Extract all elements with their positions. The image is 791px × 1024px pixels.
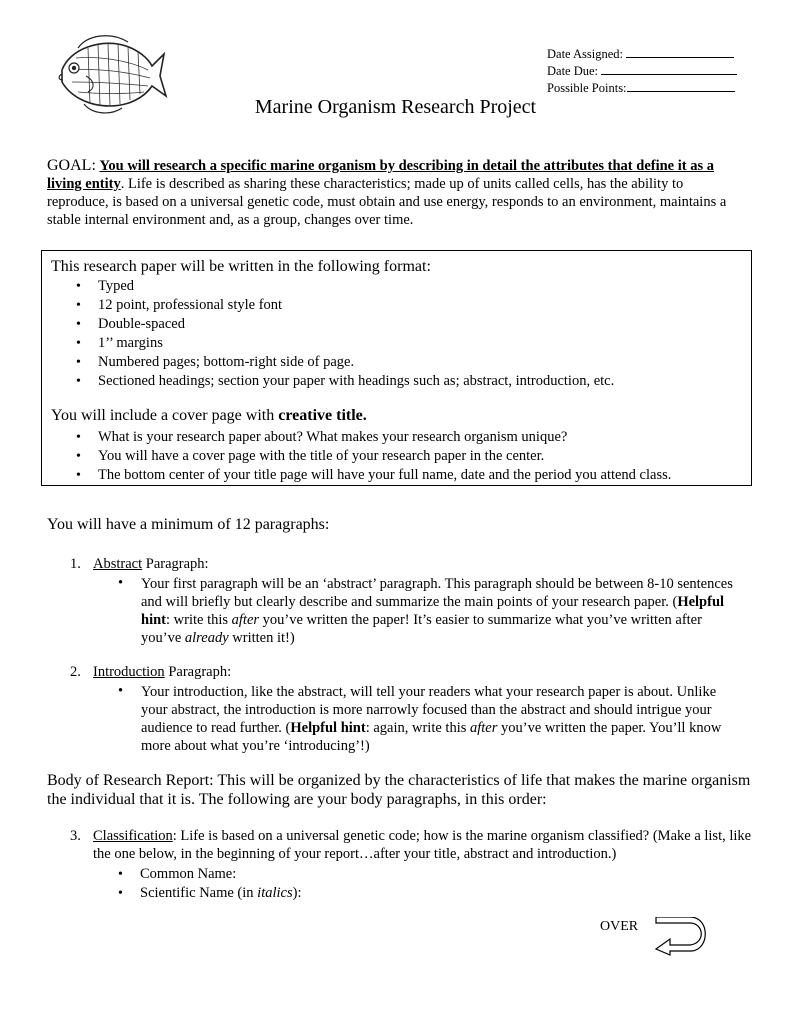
item-number: 1. <box>70 556 81 572</box>
list-item: • 1’’ margins <box>76 334 614 353</box>
abstract-label-underlined: Abstract <box>93 556 143 572</box>
classification-list <box>118 865 301 903</box>
cover-heading-prefix: You will include a cover page with <box>51 407 275 424</box>
format-list <box>76 277 614 391</box>
page-title: Marine Organism Research Project <box>254 96 537 118</box>
abstract-text-3: you’ve written the paper! It’s easier to summarize what you’ve written after you’ve <box>141 612 702 646</box>
abstract-label <box>93 556 209 573</box>
list-item: • What is your research paper about? What makes your research organism unique? <box>76 428 671 447</box>
classification-body: : Life is based on a universal genetic code; how is the marine organism classified? (Make a list, like the one below, in the beginning of your report…after your title, abstract and introduction.) <box>93 828 752 862</box>
goal-label: GOAL: <box>47 157 96 174</box>
date-due-row <box>547 63 737 80</box>
cover-heading-bold: creative title. <box>278 407 367 424</box>
curved-arrow-icon <box>652 917 708 957</box>
list-item: • You will have a cover page with the title of your research paper in the center. <box>76 447 671 466</box>
format-requirements-box <box>41 250 752 486</box>
date-due-label: Date Due: <box>547 64 599 78</box>
introduction-label-underlined: Introduction <box>93 664 165 680</box>
possible-points-blank <box>627 80 735 92</box>
introduction-label-rest: Paragraph: <box>164 664 232 680</box>
date-assigned-blank <box>626 46 734 58</box>
introduction-text-2: : again, write this <box>365 720 470 736</box>
abstract-text-1: Your first paragraph will be an ‘abstract’ paragraph. This paragraph should be between 8-10 sentences and will briefly but clearly describe and summarize the main points of your research paper. ( <box>141 576 733 610</box>
over-label: OVER <box>600 919 639 934</box>
introduction-text-3: you’ve written the paper. You’ll know more about what you’re ‘introducing’!) <box>141 720 722 754</box>
bullet-icon: • <box>118 575 124 591</box>
minimum-paragraphs: You will have a minimum of 12 paragraphs: <box>47 516 330 533</box>
possible-points-label: Possible Points: <box>547 81 627 95</box>
format-heading: This research paper will be written in the following format: <box>51 258 431 275</box>
date-assigned-label: Date Assigned: <box>547 47 624 61</box>
introduction-text <box>141 683 733 755</box>
possible-points-row <box>547 80 737 97</box>
classification-label: Classification <box>93 828 173 844</box>
cover-heading <box>51 407 367 425</box>
item-number: 2. <box>70 664 81 680</box>
scientific-italic: italics <box>257 885 293 901</box>
introduction-after: after <box>470 720 498 736</box>
list-item: • Sectioned headings; section your paper with headings such as; abstract, introduction, etc. <box>76 372 614 391</box>
date-assigned-row <box>547 46 737 63</box>
scientific-name <box>118 884 301 903</box>
item-number: 3. <box>70 828 81 844</box>
scientific-suffix: ): <box>292 885 302 901</box>
abstract-hint: Helpful hint <box>141 594 725 628</box>
abstract-after: after <box>231 612 260 628</box>
abstract-already: already <box>184 630 229 646</box>
introduction-hint: Helpful hint <box>290 720 366 736</box>
list-item: • 12 point, professional style font <box>76 296 614 315</box>
scientific-prefix: Scientific Name (in <box>140 885 258 901</box>
goal-paragraph <box>47 157 747 229</box>
cover-list <box>76 428 671 485</box>
abstract-label-rest: Paragraph: <box>142 556 209 572</box>
introduction-text-1: Your introduction, like the abstract, will tell your readers what your research paper is about. Unlike your abstract, the introduction is more narrowly focused than the abstract and should intrigue your audience to read further. ( <box>141 684 717 736</box>
abstract-text-4: written it!) <box>228 630 295 646</box>
list-item: • Typed <box>76 277 614 296</box>
abstract-text <box>141 575 733 647</box>
abstract-text-2: : write this <box>166 612 232 628</box>
list-item: • The bottom center of your title page will have your full name, date and the period you attend class. <box>76 466 671 485</box>
goal-statement: You will research a specific marine organism by describing in detail the attributes that define it as a living entity <box>47 158 714 192</box>
date-due-blank <box>601 63 737 75</box>
header-fields <box>547 46 737 97</box>
body-intro: Body of Research Report: This will be organized by the characteristics of life that makes the marine organism the individual that it is. The following are your body paragraphs, in this order: <box>47 772 751 808</box>
bullet-icon: • <box>118 683 124 699</box>
list-item: • Double-spaced <box>76 315 614 334</box>
goal-description: . Life is described as sharing these characteristics; made up of units called cells, has the ability to reproduce, is based on a universal genetic code, must obtain and use energy, responds to an environment, maintains a stable internal environment and, as a group, changes over time. <box>47 176 727 228</box>
introduction-label <box>93 664 231 681</box>
list-item: • Numbered pages; bottom-right side of page. <box>76 353 614 372</box>
common-name: • Common Name: <box>118 865 301 884</box>
classification-text <box>93 827 760 863</box>
